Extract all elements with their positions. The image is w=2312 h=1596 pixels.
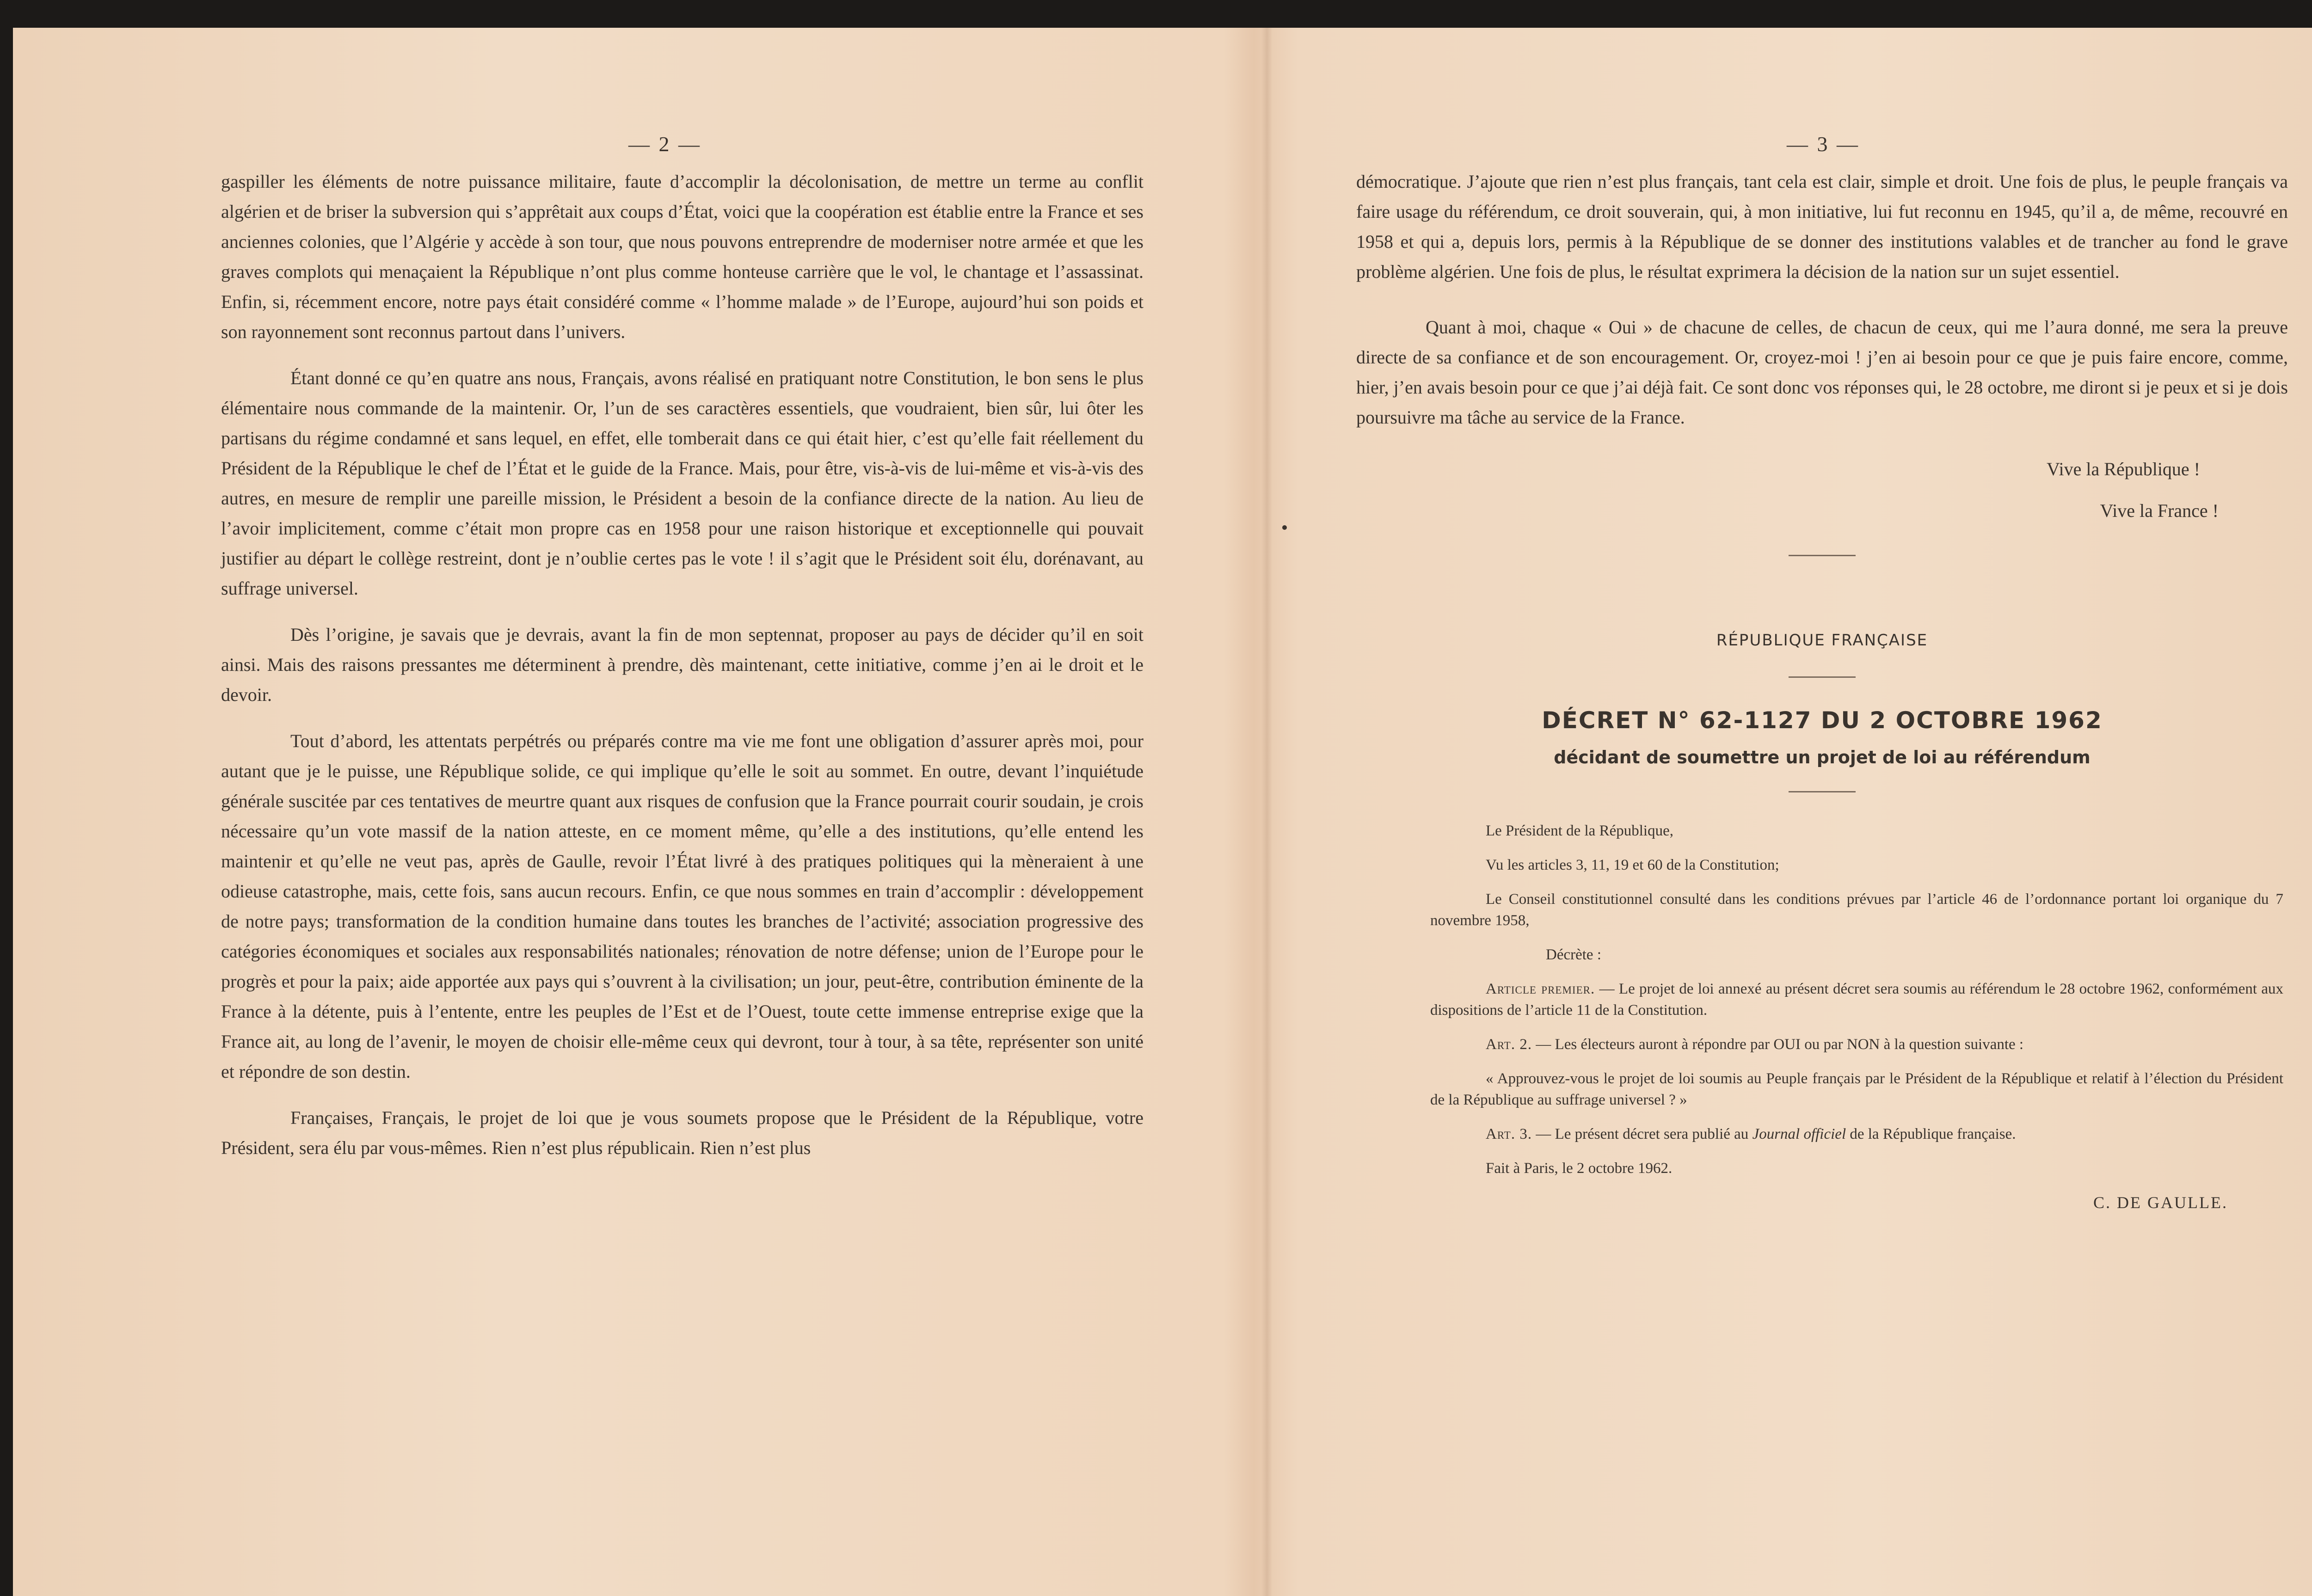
decree-body [1356, 820, 2288, 1213]
paragraph: Étant donné ce qu’en quatre ans nous, Français, avons réalisé en pratiquant notre Constitution, le bon sens le plus élémentaire nous commande de la maintenir. Or, l’un de ses caractères essentiels, que voudraient, bien sûr, lui ôter les partisans du régime condamné et sans lequel, en effet, elle tomberait dans ce qui était hier, c’est qu’elle fait réellement du Président de la République le chef de l’État et le guide de la France. Mais, pour être, vis-à-vis de lui-même et vis-à-vis des autres, en mesure de remplir une pareille mission, le Président a besoin de la confiance directe de la nation. Au lieu de l’avoir implicitement, comme c’était mon propre cas en 1958 pour une raison historique et exceptionnelle qui pouvait justifier au départ le collège restreint, dont je n’oublie certes pas le vote ! il s’agit que le Président soit élu, dorénavant, au suffrage universel. [221, 368, 1144, 599]
divider [1789, 555, 1856, 556]
paragraph: Quant à moi, chaque « Oui » de chacune de celles, de chacun de ceux, qui me l’aura donné, me sera la preuve directe de sa confiance et de son encouragement. Or, croyez-moi ! j’en ai besoin pour ce que je puis faire encore, comme, hier, j’en avais besoin pour ce que j’ai déjà fait. Ce sont donc vos réponses qui, le 28 octobre, me diront si je peux et si je dois poursuivre ma tâche au service de la France. [1356, 317, 2288, 428]
decree-title: DÉCRET N° 62-1127 DU 2 OCTOBRE 1962 [1542, 707, 2103, 734]
paragraph: démocratique. J’ajoute que rien n’est plus français, tant cela est clair, simple et droit. Une fois de plus, le peuple français va faire usage du référendum, ce droit souverain, qui, à mon initiative, lui fut reconnu en 1945, qu’il a, de même, recouvré en 1958 et qui a, depuis lors, permis à la République de se donner des institutions valables et de trancher au fond le grave problème algérien. Une fois de plus, le résultat exprimera la décision de la nation sur un sujet essentiel. [1356, 171, 2288, 282]
article-label: Art. 2. [1486, 1036, 1532, 1053]
article-label: Article premier. [1486, 981, 1595, 997]
page-number-right: — 3 — [1787, 132, 1860, 156]
right-page-body [1356, 166, 2288, 1213]
closing-vive-republique: Vive la République ! [2047, 459, 2200, 479]
center-fold [1261, 28, 1273, 1596]
decree-article-2 [1430, 1034, 2283, 1055]
divider [1789, 791, 1856, 792]
article-label: Art. 3. [1486, 1126, 1532, 1142]
decree-line: Décrète : [1546, 946, 1601, 963]
document-sheet [13, 28, 2312, 1596]
article-text: — Le présent décret sera publié au [1532, 1126, 1752, 1142]
decree-line: Le Président de la République, [1486, 823, 1673, 839]
article-text: — Le projet de loi annexé au présent décret sera soumis au référendum le 28 octobre 1962, conformément aux dispositions de l’article 11 de la Constitution. [1430, 981, 2283, 1019]
journal-officiel: Journal officiel [1752, 1126, 1846, 1142]
decree-line: Vu les articles 3, 11, 19 et 60 de la Constitution; [1486, 857, 1779, 873]
closing-block [1356, 448, 2288, 532]
paragraph: gaspiller les éléments de notre puissance militaire, faute d’accomplir la décolonisation, de mettre un terme au conflit algérien et de briser la subversion qui s’apprêtait aux coups d’État, voici que la coopération est établie entre la France et ses anciennes colonies, que l’Algérie y accède à son tour, que nous pouvons entreprendre de moderniser notre armée et que les graves complots qui menaçaient la République n’ont plus comme honteuse carrière que le vol, le chantage et l’assassinat. Enfin, si, récemment encore, notre pays était considéré comme « l’homme malade » de l’Europe, aujourd’hui son poids et son rayonnement sont reconnus partout dans l’univers. [221, 171, 1144, 342]
left-page-body [221, 166, 1144, 1179]
article-text: de la République française. [1846, 1126, 2016, 1142]
decree-line: Le Conseil constitutionnel consulté dans les conditions prévues par l’article 46 de l’ordonnance portant loi organique du 7 novembre 1958, [1430, 891, 2283, 929]
divider [1789, 676, 1856, 678]
republic-heading: RÉPUBLIQUE FRANÇAISE [1716, 631, 1928, 650]
closing-vive-france: Vive la France ! [2100, 500, 2219, 521]
paragraph: Dès l’origine, je savais que je devrais, avant la fin de mon septennat, proposer au pays de décider qu’il en soit ainsi. Mais des raisons pressantes me déterminent à prendre, dès maintenant, cette initiative, comme j’en ai le droit et le devoir. [221, 624, 1144, 705]
decree-subtitle: décidant de soumettre un projet de loi au référendum [1554, 747, 2091, 767]
paragraph: Tout d’abord, les attentats perpétrés ou préparés contre ma vie me font une obligation d’assurer après moi, pour autant que je le puisse, une République solide, ce qui implique qu’elle le soit au sommet. En outre, devant l’inquiétude générale suscitée par ces tentatives de meurtre quant aux risques de confusion que la France pourrait courir soudain, je crois nécessaire qu’un vote massif de la nation atteste, en ce moment même, qu’elle a des institutions, qu’elle entend les maintenir et qu’elle ne veut pas, après de Gaulle, revoir l’État livré à des pratiques politiques qui la mèneraient à une odieuse catastrophe, mais, cette fois, sans aucun recours. Enfin, ce que nous sommes en train d’accomplir : développement de notre pays; transformation de la condition humaine dans toutes les branches de l’activité; association progressive des catégories économiques et sociales aux responsabilités nationales; rénovation de notre défense; union de l’Europe pour le progrès et pour la paix; aide apportée aux pays qui s’ouvrent à la civilisation; un jour, peut-être, contribution éminente de la France à la détente, puis à l’entente, entre les peuples de l’Est et de l’Ouest, toute cette immense entreprise exige que la France ait, au long de l’avenir, le moyen de choisir elle-même ceux qui devront, tour à tour, à sa tête, représenter son unité et répondre de son destin. [221, 730, 1144, 1082]
page-number-left: — 2 — [628, 132, 701, 156]
paragraph: Françaises, Français, le projet de loi que je vous soumets propose que le Président de la République, votre Président, sera élu par vous-mêmes. Rien n’est plus républicain. Rien n’est plus [221, 1107, 1144, 1158]
decree-fait: Fait à Paris, le 2 octobre 1962. [1486, 1160, 1673, 1177]
decree-article-1 [1430, 978, 2283, 1021]
decree-question: « Approuvez-vous le projet de loi soumis au Peuple français par le Président de la République et relatif à l’élection du Président de la République au suffrage universel ? » [1430, 1070, 2283, 1108]
article-text: — Les électeurs auront à répondre par OUI ou par NON à la question suivante : [1532, 1036, 2024, 1053]
signature: C. DE GAULLE. [2093, 1193, 2228, 1212]
decree-article-3 [1430, 1123, 2283, 1145]
margin-dot [1282, 525, 1287, 530]
